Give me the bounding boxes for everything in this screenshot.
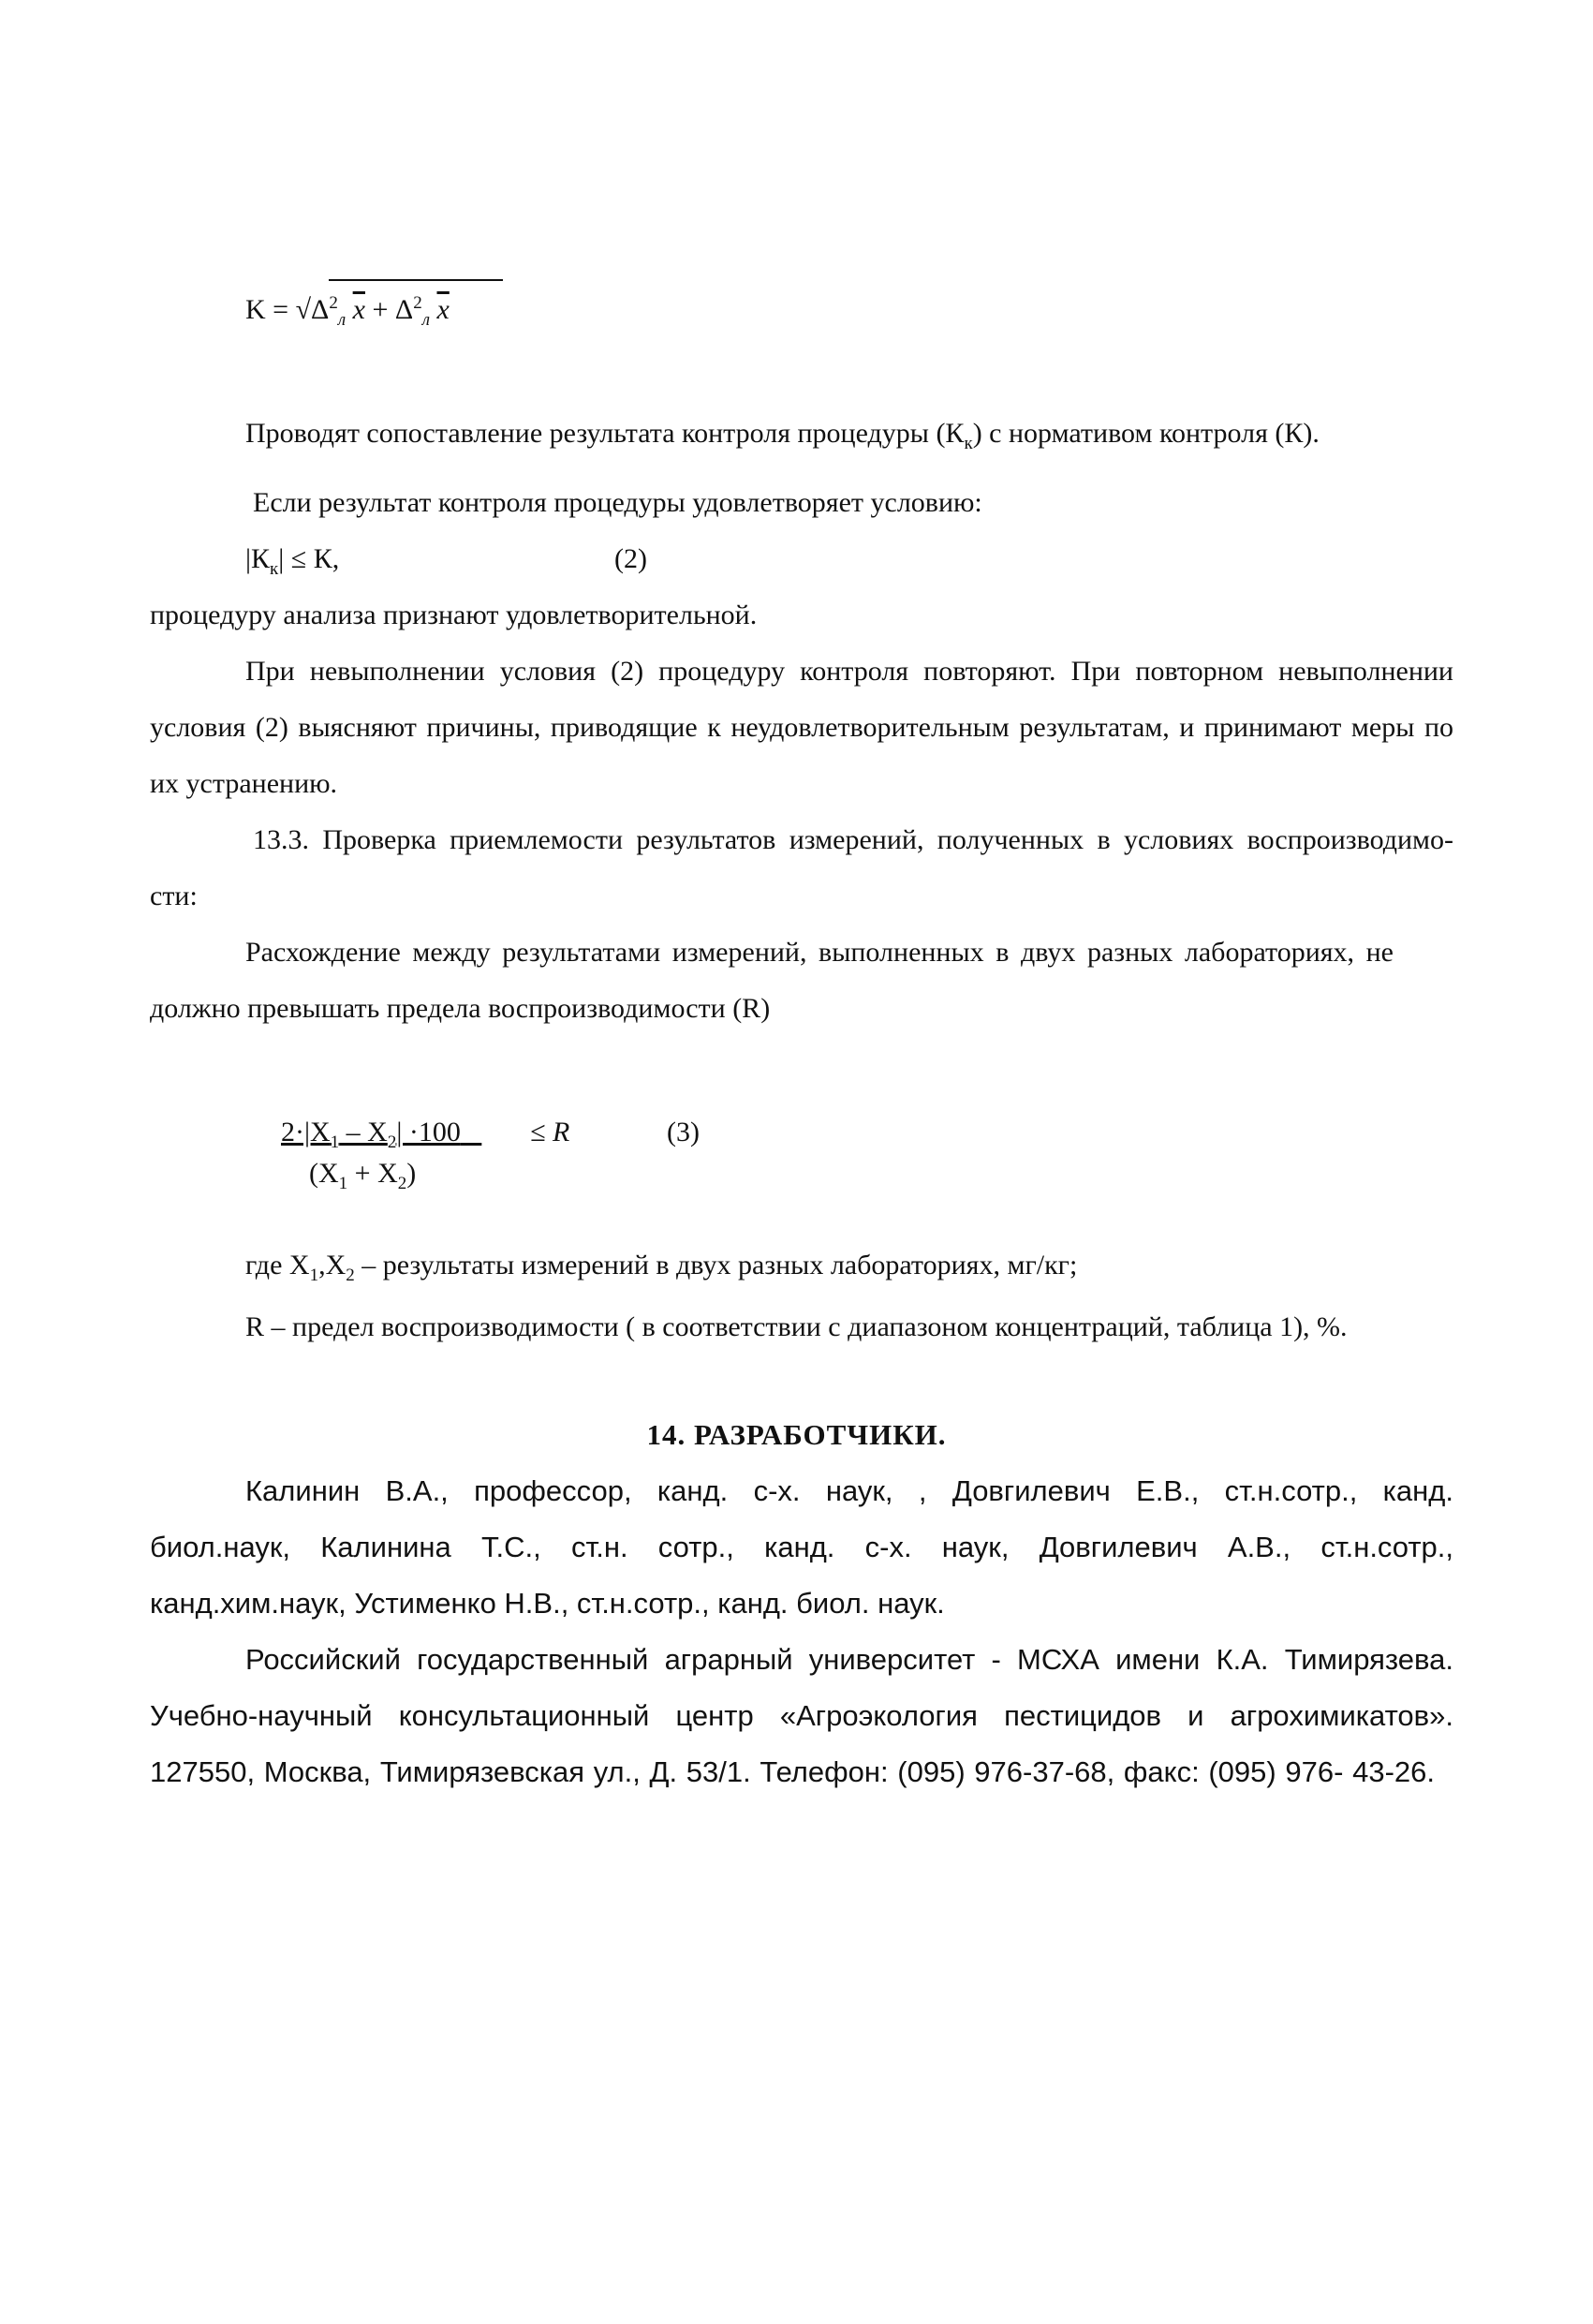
paragraph-fail-line-2: условия (2) выясняют причины, приводящие к неудовлетворительным результатам, и принимают меры по bbox=[150, 712, 1453, 743]
paragraph-if-condition: Если результат контроля процедуры удовлетворяет условию: bbox=[253, 487, 982, 518]
paragraph-satisfactory: процедуру анализа признают удовлетворительной. bbox=[150, 600, 758, 630]
formula-3-denominator: $(X_1 + X_2)$ bbox=[309, 1158, 417, 1193]
formula-3-numerator: $2\cdot|X_1 - X_2| \cdot 100$ bbox=[281, 1117, 461, 1152]
organization-line-2: Учебно-научный консультационный центр «Агроэкология пестицидов и агрохимикатов». bbox=[150, 1699, 1453, 1732]
developers-line-1: Калинин В.А., профессор, канд. с-х. наук, , Довгилевич Е.В., ст.н.сотр., канд. bbox=[245, 1474, 1453, 1507]
section-13-3-line-2: сти: bbox=[150, 881, 198, 911]
paragraph-diff-line-2: должно превышать предела воспроизводимости (R) bbox=[150, 993, 771, 1024]
developers-line-3: канд.хим.наук, Устименко Н.В., ст.н.сотр., канд. биол. наук. bbox=[150, 1587, 945, 1620]
formula-3-number: (3) bbox=[667, 1117, 700, 1147]
section-13-3-line-1: 13.3. Проверка приемлемости результатов измерений, полученных в условиях воспроизводимо- bbox=[253, 824, 1453, 855]
paragraph-fail-line-1: При невыполнении условия (2) процедуру контроля повторяют. При повторном невыполнении bbox=[245, 656, 1453, 687]
paragraph-compare: Проводят сопоставление результата контроля процедуры $(К_к)$ с нормативом контроля (К). bbox=[245, 418, 1320, 453]
condition-2: $|К_к| \le К$, bbox=[245, 543, 340, 579]
formula-3-leq: ≤ R bbox=[530, 1117, 570, 1147]
condition-2-number: (2) bbox=[614, 543, 647, 574]
formula-k: $K = √\Delta^2_л$ $\overline{x} + \Delta^2_л$ $\overline{x}$ bbox=[245, 292, 503, 326]
paragraph-R-definition: R – предел воспроизводимости ( в соответствии с диапазоном концентраций, таблица 1), %. bbox=[245, 1311, 1348, 1342]
paragraph-fail-line-3: их устранению. bbox=[150, 768, 338, 799]
organization-line-1: Российский государственный аграрный университет - МСХА имени К.А. Тимирязева. bbox=[245, 1643, 1453, 1676]
developers-line-2: биол.наук, Калинина Т.С., ст.н. сотр., канд. с-х. наук, Довгилевич А.В., ст.н.сотр., bbox=[150, 1531, 1453, 1563]
section-heading-developers: 14. РАЗРАБОТЧИКИ. bbox=[646, 1418, 947, 1451]
paragraph-where: где $X_1,X_2$ – результаты измерений в двух разных лабораториях, мг/кг; bbox=[245, 1250, 1078, 1285]
paragraph-diff-line-1: Расхождение между результатами измерений, выполненных в двух разных лабораториях, не bbox=[245, 937, 1394, 968]
organization-line-3: 127550, Москва, Тимирязевская ул., Д. 53/1. Телефон: (095) 976-37-68, факс: (095) 976- 43-26. bbox=[150, 1755, 1435, 1788]
